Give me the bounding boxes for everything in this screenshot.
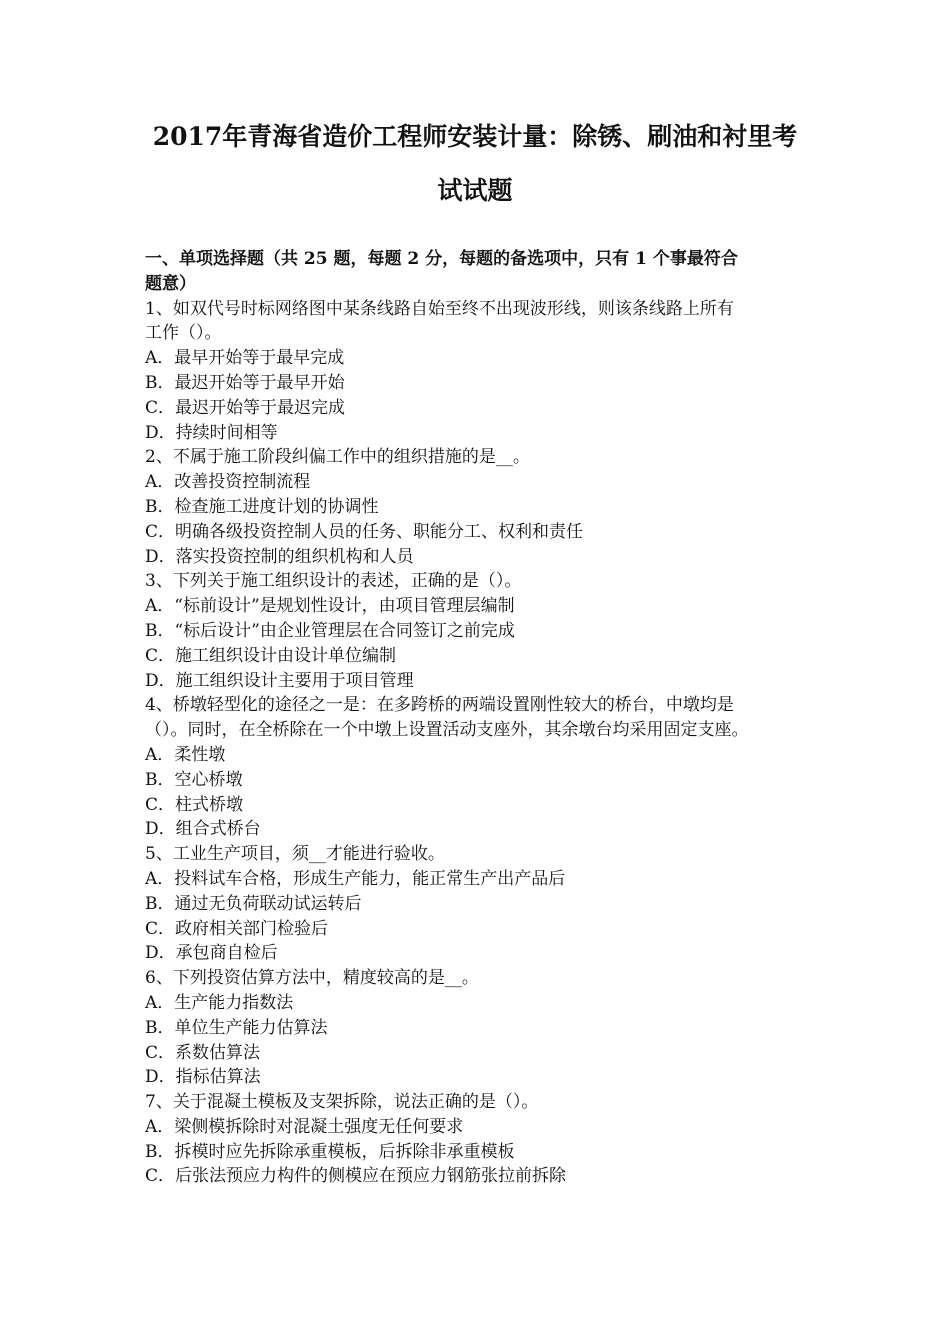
answer-option: C．施工组织设计由设计单位编制	[145, 645, 397, 666]
question-block	[145, 569, 810, 693]
question-text: 2、不属于施工阶段纠偏工作中的组织措施的是__。	[145, 447, 530, 468]
answer-option: A．投料试车合格，形成生产能力，能正常生产出产品后	[145, 868, 566, 889]
answer-option: B．通过无负荷联动试运转后	[145, 893, 362, 914]
answer-option: D．组合式桥台	[145, 819, 261, 840]
answer-option: C．柱式桥墩	[145, 794, 244, 815]
answer-option: A．柔性墩	[145, 744, 226, 765]
question-text: 6、下列投资估算方法中，精度较高的是__。	[145, 968, 479, 989]
answer-option: A．改善投资控制流程	[145, 472, 311, 493]
section-heading	[145, 247, 810, 297]
question-text: 工作（）。	[145, 323, 222, 344]
document-title	[120, 110, 830, 218]
question-block	[145, 445, 810, 569]
answer-option: B．检查施工进度计划的协调性	[145, 496, 379, 517]
answer-option: A．生产能力指数法	[145, 992, 294, 1013]
answer-option: B．单位生产能力估算法	[145, 1017, 328, 1038]
answer-option: B．“标后设计”由企业管理层在合同签订之前完成	[145, 620, 515, 641]
answer-option: C．后张法预应力构件的侧模应在预应力钢筋张拉前拆除	[145, 1166, 567, 1187]
answer-option: C．系数估算法	[145, 1042, 261, 1063]
question-text: 3、下列关于施工组织设计的表述，正确的是（）。	[145, 571, 522, 592]
question-block	[145, 842, 810, 966]
section-heading-line: 一、单项选择题（共 25 题，每题 2 分，每题的备选项中，只有 1 个事最符合	[145, 249, 738, 269]
question-text: 7、关于混凝土模板及支架拆除，说法正确的是（）。	[145, 1092, 539, 1113]
answer-option: B．最迟开始等于最早开始	[145, 372, 345, 393]
question-block	[145, 1090, 810, 1189]
answer-option: A．梁侧模拆除时对混凝土强度无任何要求	[145, 1116, 464, 1137]
answer-option: C．政府相关部门检验后	[145, 918, 329, 939]
title-line: 2017年青海省造价工程师安装计量：除锈、刷油和衬里考	[152, 122, 798, 151]
answer-option: D．落实投资控制的组织机构和人员	[145, 546, 414, 567]
answer-option: C．明确各级投资控制人员的任务、职能分工、权利和责任	[145, 521, 584, 542]
answer-option: D．指标估算法	[145, 1067, 261, 1088]
question-list	[145, 247, 810, 1189]
question-block	[145, 966, 810, 1090]
answer-option: D．承包商自检后	[145, 943, 278, 964]
section-heading-line: 题意）	[145, 273, 196, 294]
question-text: 5、工业生产项目，须__才能进行验收。	[145, 844, 445, 865]
question-text: （）。同时，在全桥除在一个中墩上设置活动支座外，其余墩台均采用固定支座。	[145, 720, 749, 741]
answer-option: B．空心桥墩	[145, 769, 243, 790]
answer-option: C．最迟开始等于最迟完成	[145, 397, 346, 418]
answer-option: D．持续时间相等	[145, 422, 278, 443]
title-line: 试试题	[437, 176, 513, 205]
answer-option: A．最早开始等于最早完成	[145, 348, 345, 369]
question-text: 4、桥墩轻型化的途径之一是：在多跨桥的两端设置刚性较大的桥台，中墩均是	[145, 695, 734, 716]
question-block	[145, 297, 810, 446]
answer-option: B．拆模时应先拆除承重模板，后拆除非承重模板	[145, 1141, 515, 1162]
question-block	[145, 693, 810, 842]
answer-option: A．“标前设计”是规划性设计，由项目管理层编制	[145, 596, 515, 617]
question-text: 1、如双代号时标网络图中某条线路自始至终不出现波形线，则该条线路上所有	[145, 298, 734, 319]
answer-option: D．施工组织设计主要用于项目管理	[145, 670, 414, 691]
